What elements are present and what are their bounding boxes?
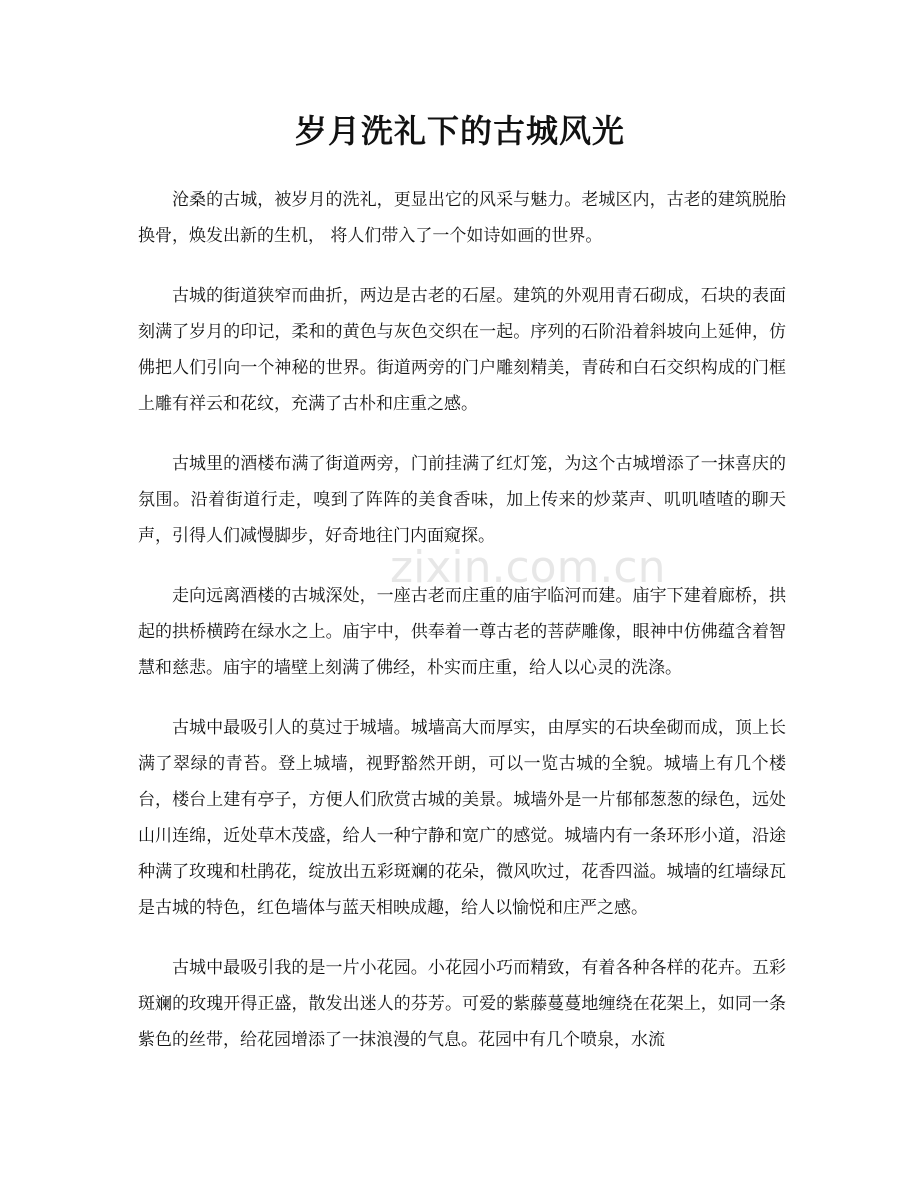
paragraph-6: 古城中最吸引我的是一片小花园。小花园小巧而精致，有着各种各样的花卉。五彩斑斓的玫瑰开得正盛，散发出迷人的芬芳。可爱的紫藤蔓蔓地缠绕在花架上，如同一条紫色的丝带，给花园增添了一抹浪漫的气息。花园中有几个喷泉，水流 bbox=[138, 958, 786, 1050]
paragraph-5: 古城中最吸引人的莫过于城墙。城墙高大而厚实，由厚实的石块垒砌而成，顶上长满了翠绿的青苔。登上城墙，视野豁然开朗，可以一览古城的全貌。城墙上有几个楼台，楼台上建有亭子，方便人们欣赏古城的美景。城墙外是一片郁郁葱葱的绿色，远处山川连绵，近处草木茂盛，给人一种宁静和宽广的感觉。城墙内有一条环形小道，沿途种满了玫瑰和杜鹃花，绽放出五彩斑斓的花朵，微风吹过，花香四溢。城墙的红墙绿瓦是古城的特色，红色墙体与蓝天相映成趣，给人以愉悦和庄严之感。 bbox=[138, 718, 786, 918]
document-body bbox=[138, 182, 786, 1082]
paragraph-1: 沧桑的古城，被岁月的洗礼，更显出它的风采与魅力。老城区内，古老的建筑脱胎换骨，焕发出新的生机， 将人们带入了一个如诗如画的世界。 bbox=[138, 190, 786, 246]
document-title: 岁月洗礼下的古城风光 bbox=[294, 112, 625, 150]
paragraph-4: 走向远离酒楼的古城深处，一座古老而庄重的庙宇临河而建。庙宇下建着廊桥，拱起的拱桥横跨在绿水之上。庙宇中，供奉着一尊古老的菩萨雕像，眼神中仿佛蕴含着智慧和慈悲。庙宇的墙壁上刻满了佛经，朴实而庄重，给人以心灵的洗涤。 bbox=[138, 586, 786, 678]
paragraph-2: 古城的街道狭窄而曲折，两边是古老的石屋。建筑的外观用青石砌成，石块的表面刻满了岁月的印记，柔和的黄色与灰色交织在一起。序列的石阶沿着斜坡向上延伸，仿佛把人们引向一个神秘的世界。街道两旁的门户雕刻精美，青砖和白石交织构成的门框上雕有祥云和花纹，充满了古朴和庄重之感。 bbox=[138, 286, 786, 414]
paragraph-3: 古城里的酒楼布满了街道两旁，门前挂满了红灯笼，为这个古城增添了一抹喜庆的氛围。沿着街道行走，嗅到了阵阵的美食香味，加上传来的炒菜声、叽叽喳喳的聊天声，引得人们减慢脚步，好奇地往门内面窥探。 bbox=[138, 454, 786, 546]
watermark: zixin.com.cn bbox=[390, 542, 666, 593]
